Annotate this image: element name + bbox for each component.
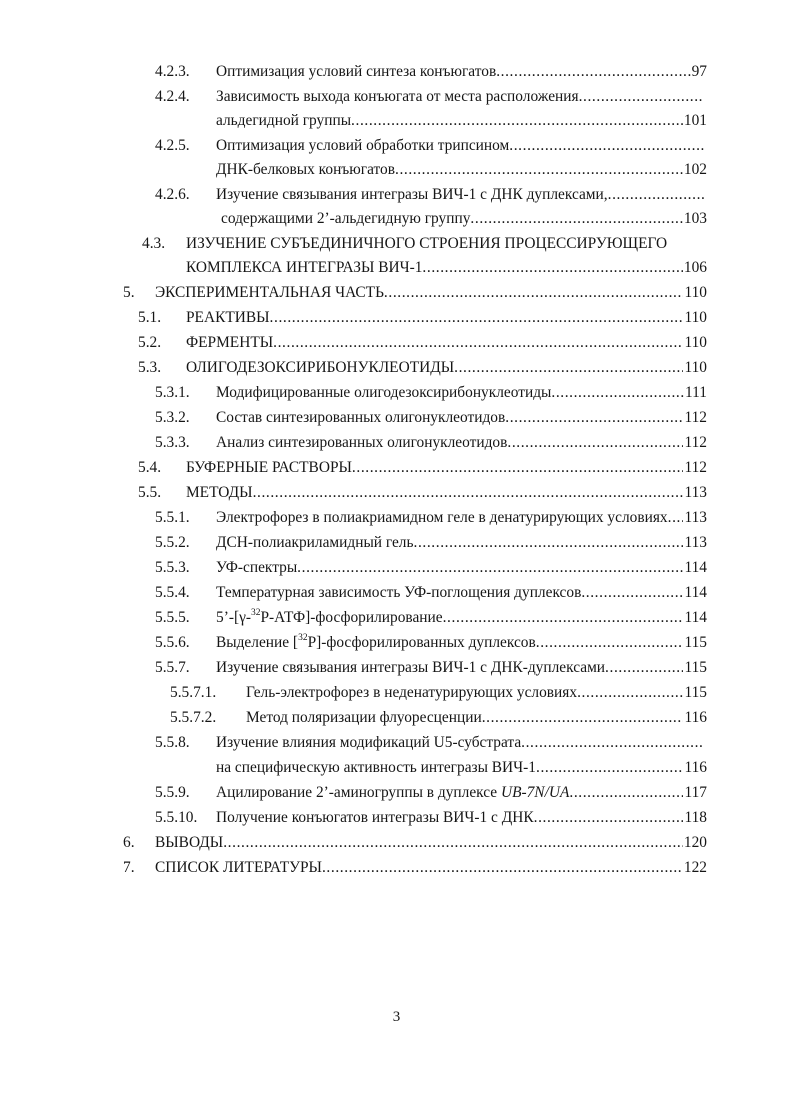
entry-number: 5.5. [138,484,162,501]
entry-title: Метод поляризации флуоресценции [246,709,482,726]
dot-leader [551,382,684,404]
dot-leader [521,732,704,754]
dot-leader [536,632,684,654]
entry-number: 5.5.8. [155,734,190,751]
toc-entry-5-5-7-2 [0,707,793,729]
entry-page: 102 [683,161,707,178]
dot-leader [605,657,683,679]
dot-leader [352,457,684,479]
dot-leader [443,607,684,629]
entry-number: 5.5.7.2. [170,709,217,726]
entry-number: 5.5.7. [155,659,190,676]
entry-title: ДСН-полиакриламидный гель [216,534,414,551]
toc-entry-5-1 [0,307,793,329]
toc-entry-5-5-1 [0,507,793,529]
entry-number: 6. [123,834,135,851]
entry-number: 5.3.3. [155,434,190,451]
entry-page: 112 [684,434,707,451]
dot-leader [581,582,683,604]
toc-entry-5-5-4 [0,582,793,604]
dot-leader [507,432,683,454]
dot-leader [297,557,683,579]
dot-leader [536,757,683,779]
entry-number: 4.2.6. [155,186,190,203]
entry-number: 4.2.4. [155,88,190,105]
entry-page: 115 [684,634,707,651]
entry-title-continued: на специфическую активность интегразы ВИЧ-1 [216,759,536,776]
entry-title: Изучение связывания интегразы ВИЧ-1 с ДНК-дуплексами [216,659,606,676]
entry-page: 120 [683,834,707,851]
toc-entry-5-5-7 [0,657,793,679]
dot-leader [384,282,684,304]
entry-number: 7. [123,859,135,876]
entry-number: 5.3.2. [155,409,190,426]
entry-title: ФЕРМЕНТЫ [186,334,274,351]
toc-entry-5 [0,282,793,304]
toc-entry-5-5 [0,482,793,504]
entry-title: ВЫВОДЫ [155,834,224,851]
entry-number: 4.2.3. [155,63,190,80]
entry-title-continued: ДНК-белковых конъюгатов [216,161,395,178]
entry-page: 110 [684,284,707,301]
entry-number: 5. [123,284,135,301]
entry-page: 112 [684,459,707,476]
toc-entry-5-3-3 [0,432,793,454]
entry-page: 113 [684,509,707,526]
entry-title: Изучение связывания интегразы ВИЧ-1 с ДНК дуплексами, [216,186,608,203]
dot-leader [579,86,704,108]
toc-entry-5-5-5 [0,607,793,629]
duplex-name: UB-7N/UA [500,784,570,801]
entry-page: 110 [684,359,707,376]
toc-entry-6 [0,832,793,854]
entry-title: ОЛИГОДЕЗОКСИРИБОНУКЛЕОТИДЫ [186,359,455,376]
entry-title: Зависимость выхода конъюгата от места расположения [216,88,579,105]
entry-title: БУФЕРНЫЕ РАСТВОРЫ [186,459,352,476]
entry-number: 5.5.7.1. [170,684,217,701]
toc-entry-4-2-5-cont [0,159,793,181]
entry-title: Оптимизация условий обработки трипсином [216,137,510,154]
toc-entry-5-5-6 [0,632,793,654]
toc-entry-4-2-4-cont [0,110,793,132]
entry-title: Состав синтезированных олигонуклеотидов [216,409,506,426]
toc-entry-4-3 [0,233,793,255]
toc-entry-4-2-6 [0,184,793,206]
entry-page: 111 [685,384,707,401]
dot-leader [253,482,684,504]
dot-leader [569,782,683,804]
entry-page: 101 [683,112,707,129]
entry-page: 114 [684,584,707,601]
entry-page: 103 [683,210,707,227]
dot-leader [470,208,682,230]
entry-title: Выделение [$^{32}$Р]-фосфорилированных дуплексов [216,632,536,651]
entry-page: 116 [684,709,707,726]
toc-entry-5-5-2 [0,532,793,554]
toc-entry-5-5-8-cont [0,757,793,779]
entry-title-continued: содержащими 2’-альдегидную группу [221,210,471,227]
entry-title: Гель-электрофорез в неденатурирующих условиях [246,684,578,701]
dot-leader [322,857,683,879]
toc-entry-5-5-3 [0,557,793,579]
entry-page: 110 [684,334,707,351]
entry-page: 115 [684,684,707,701]
entry-title: Модифицированные олигодезоксирибонуклеотиды [216,384,552,401]
entry-number: 5.5.3. [155,559,190,576]
entry-title: Анализ синтезированных олигонуклеотидов [216,434,508,451]
dot-leader [577,682,683,704]
entry-page: 97 [691,63,707,80]
toc-entry-5-5-8 [0,732,793,754]
toc-entry-5-3-2 [0,407,793,429]
entry-page: 113 [684,484,707,501]
toc-entry-5-4 [0,457,793,479]
toc-entry-5-3-1 [0,382,793,404]
entry-title: ИЗУЧЕНИЕ СУБЪЕДИНИЧНОГО СТРОЕНИЯ ПРОЦЕССИРУЮЩЕГО [186,235,668,252]
entry-page: 117 [684,784,707,801]
entry-number: 5.5.9. [155,784,190,801]
entry-number: 5.5.5. [155,609,190,626]
toc-entry-4-2-3 [0,61,793,83]
entry-page: 114 [684,559,707,576]
dot-leader [509,135,704,157]
entry-number: 5.5.10. [155,809,198,826]
dot-leader [454,357,683,379]
entry-title-continued: альдегидной группы [216,112,352,129]
entry-number: 5.3. [138,359,162,376]
page-number: 3 [392,1009,401,1025]
entry-title: Оптимизация условий синтеза конъюгатов [216,63,497,80]
toc-entry-4-2-4 [0,86,793,108]
dot-leader [395,159,683,181]
entry-page: 112 [684,409,707,426]
dot-leader [668,507,684,529]
entry-number: 5.3.1. [155,384,190,401]
entry-page: 122 [683,859,707,876]
entry-number: 5.2. [138,334,162,351]
dot-leader [608,184,704,206]
entry-title: 5’-[γ-$^{32}$Р-АТФ]-фосфорилирование [216,607,443,626]
entry-number: 5.5.6. [155,634,190,651]
dot-leader [482,707,684,729]
entry-number: 4.2.5. [155,137,190,154]
entry-title: Электрофорез в полиакриамидном геле в денатурирующих условиях [216,509,668,526]
entry-page: 106 [683,259,707,276]
toc-entry-4-2-5 [0,135,793,157]
dot-leader [505,407,683,429]
toc-entry-5-5-10 [0,807,793,829]
entry-title: Изучение влияния модификаций U5-субстрата [216,734,522,751]
dot-leader [414,532,684,554]
entry-number: 5.1. [138,309,162,326]
entry-title: Ацилирование 2’-аминогруппы в дуплексе UB-7N/UA [216,784,570,801]
entry-title: СПИСОК ЛИТЕРАТУРЫ [155,859,322,876]
entry-title-continued: КОМПЛЕКСА ИНТЕГРАЗЫ ВИЧ-1 [186,259,423,276]
dot-leader [223,832,683,854]
toc-entry-5-5-7-1 [0,682,793,704]
toc-entry-7 [0,857,793,879]
entry-page: 116 [684,759,707,776]
entry-number: 5.5.2. [155,534,190,551]
toc-entry-5-5-9 [0,782,793,804]
entry-title: Температурная зависимость УФ-поглощения дуплексов [216,584,582,601]
entry-title: ЭКСПЕРИМЕНТАЛЬНАЯ ЧАСТЬ [155,284,384,301]
isotope-superscript: 32 [251,607,261,618]
dot-leader [270,307,684,329]
toc-entry-5-2 [0,332,793,354]
toc-entry-4-3-cont [0,257,793,279]
entry-page: 110 [684,309,707,326]
entry-number: 5.5.4. [155,584,190,601]
entry-number: 4.3. [142,235,166,252]
entry-page: 115 [684,659,707,676]
toc-entry-4-2-6-cont [0,208,793,230]
entry-page: 113 [684,534,707,551]
entry-title: МЕТОДЫ [186,484,253,501]
entry-page: 114 [684,609,707,626]
entry-title: Получение конъюгатов интегразы ВИЧ-1 с ДНК [216,809,534,826]
dot-leader [534,807,684,829]
toc-entry-5-3 [0,357,793,379]
entry-page: 118 [684,809,707,826]
dot-leader [496,61,690,83]
dot-leader [273,332,683,354]
entry-number: 5.4. [138,459,162,476]
entry-number: 5.5.1. [155,509,190,526]
dot-leader [422,257,682,279]
entry-title: УФ-спектры [216,559,298,576]
isotope-superscript: 32 [298,632,308,643]
entry-title: РЕАКТИВЫ [186,309,270,326]
dot-leader [351,110,683,132]
